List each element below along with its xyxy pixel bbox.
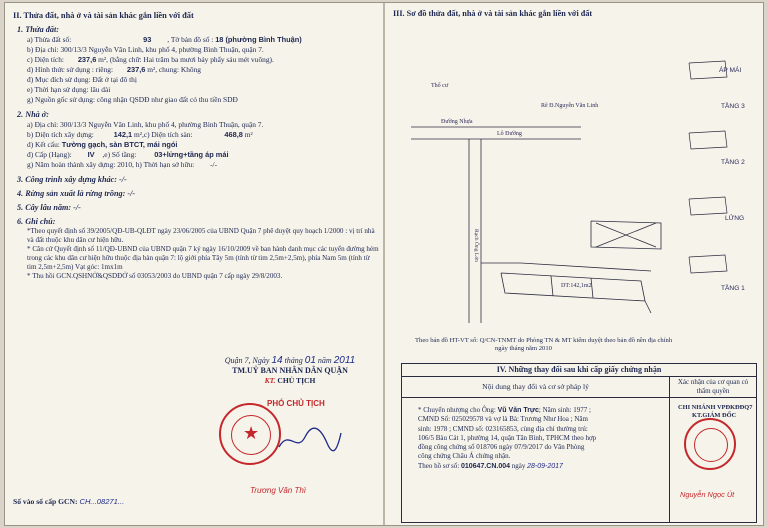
residential-label: Thổ cư (431, 83, 449, 89)
other-construction: 3. Công trình xây dựng khác: -/- (17, 175, 127, 184)
page-fold (383, 3, 385, 525)
note-2: * Căn cứ Quyết định số 11/QĐ-UBND của UBND quận 7 ký ngày 16/10/2009 về ban hành danh mục các tuyến đường hẻm trong các khu dân cư hiện hữu thuộc địa bàn quận 7: lộ giới phía Tây 5m (tính từ tim 2,5m+2,5m), phía Nam 5m (tính từ tim 2,5m+2,5m) Vạt góc: 1mx1m (27, 245, 379, 271)
house-area-line: b) Diện tích xây dựng: 142,1 m²,c) Diện tích sàn: 468,8 m² (27, 130, 253, 139)
official-seal: ★ (219, 403, 281, 465)
forest: 4. Rừng sản xuất là rừng trồng: -/- (17, 189, 136, 198)
land-number: 93 (143, 35, 152, 44)
plan-title: III. Sơ đồ thửa đất, nhà ở và tài sản khác gắn liền với đất (393, 9, 593, 18)
left-panel (13, 9, 379, 281)
plan-note-line-2: ngày tháng năm 2010 (495, 345, 552, 352)
land-purpose: đ) Mục đích sử dụng: Đất ở tại đô thị (27, 75, 137, 84)
land-origin: g) Nguồn gốc sử dụng: công nhận QSDĐ như giao đất có thu tiền SDĐ (27, 95, 238, 104)
road-label-1: Đường Nhựa (441, 119, 473, 125)
completion-line: g) Năm hoàn thành xây dựng: 2010, h) Thời hạn sở hữu: -/- (27, 160, 218, 169)
floors: 03+lửng+tầng áp mái (154, 150, 229, 159)
house-title: 2. Nhà ở: (17, 110, 49, 119)
right-panel (387, 9, 761, 18)
road-label-2: Lô Đường (497, 131, 522, 137)
note-3: * Thu hồi GCN.QSHNỞ&QSDĐỞ số 03053/2003 do UBND quận 7 cấp ngày 29/8/2003. (27, 272, 283, 280)
signature-scribble (275, 425, 345, 455)
map-sheet: 18 (phường Bình Thuận) (215, 35, 302, 44)
road-label-main: Rẽ Đ.Nguyễn Văn Linh (541, 103, 599, 109)
cert-number: CH...08271... (79, 497, 125, 506)
land-usage-line: d) Hình thức sử dụng : riêng: 237,6 m², chung: Không (27, 65, 201, 74)
land-area: 237,6 (77, 55, 97, 64)
perennial-trees: 5. Cây lâu năm: -/- (17, 203, 81, 212)
floor-label-attic: ÁP MÁI (719, 67, 742, 74)
changes-entry: * Chuyển nhượng cho Ông: Vũ Văn Trực; Năm sinh: 1977 ; CMND Số: 025029578 và vợ là Bà: Trương Như Hoa ; Năm sinh: 1978 ; CMND số: 023165853, cùng địa chỉ thường trú: 106/5 Bàu Cát 1, phường 14, quận Tân Bình, TPHCM theo hợp đồng công chứng số 018706 ngày 07/9/2017 do Văn Phòng công chứng Châu Á chứng nhận. Theo hồ sơ số: 010647.CN.004 ngày 28-09-2017 (402, 398, 670, 522)
sign-date: Quận 7, Ngày 14 tháng 01 năm 2011 (224, 355, 356, 366)
vice-chair-stamp: PHÓ CHỦ TỊCH (267, 399, 325, 408)
signature-block (200, 355, 380, 385)
changes-col-content: Nội dung thay đổi và cơ sở pháp lý (402, 376, 670, 398)
completion-year: 2010 (117, 160, 133, 169)
changes-table (401, 363, 757, 523)
structure: Tường gạch, sàn BTCT, mái ngói (61, 140, 178, 149)
house-address-line: a) Địa chỉ: 300/13/3 Nguyễn Văn Linh, khu phố 4, phường Bình Thuận, quận 7. (27, 120, 264, 129)
changes-confirmation (670, 398, 756, 522)
site-plan (401, 23, 689, 333)
notes-title: 6. Ghi chú: (17, 217, 56, 226)
section-title: II. Thửa đất, nhà ở và tài sản khác gắn liền với đất (13, 11, 194, 20)
build-area: 142,1 (113, 130, 133, 139)
land-term: e) Thời hạn sử dụng: lâu dài (27, 85, 111, 94)
floor-label-mezzanine: LỬNG (725, 215, 745, 222)
changes-title: IV. Những thay đổi sau khi cấp giấy chứng nhận (402, 364, 756, 377)
grade: IV (87, 150, 95, 159)
land-address-line: b) Địa chỉ: 300/13/3 Nguyễn Văn Linh, khu phố 4, phường Bình Thuận, quận 7. (27, 45, 264, 54)
branch-seal (684, 418, 736, 470)
confirming-signer: Nguyễn Ngọc Út (680, 490, 735, 499)
plan-note (415, 337, 735, 353)
changes-col-confirm: Xác nhận của cơ quan có thẩm quyền (670, 376, 756, 398)
house-address: 300/13/3 Nguyễn Văn Linh, khu phố 4, phường Bình Thuận, quận 7. (60, 120, 264, 129)
sign-org: TM.UỶ BAN NHÂN DÂN QUẬN (232, 366, 348, 375)
floor-label-3: TẦNG 3 (721, 103, 745, 110)
land-address: 300/13/3 Nguyễn Văn Linh, khu phố 4, phường Bình Thuận, quận 7. (60, 45, 264, 54)
land-area-line: c) Diện tích: 237,6 m², (bằng chữ: Hai trăm ba mươi bảy phẩy sáu mét vuông). (27, 55, 274, 64)
plan-note-line-1: Theo bản đồ HT-VT số: Q/CN-TNMT do Phòng TN & MT kiểm duyệt theo bản đồ nền địa chính (415, 337, 673, 344)
note-1: *Theo quyết định số 39/2005/QĐ-UB-QLĐT ngày 23/06/2005 của UBND Quận 7 phê duyệt quy hoạch 1/2000 : vị trí nhà và đất thuộc khu dân cư hiện hữu. (27, 227, 375, 244)
confirming-org: CHI NHÁNH VPĐKĐĐQ7 KT.GIÁM ĐỐC (678, 404, 753, 419)
land-number-line: a) Thửa đất số: 93 , Tờ bản đồ số : 18 (phường Bình Thuận) (27, 35, 302, 44)
land-title: 1. Thửa đất: (17, 25, 59, 34)
lot-area-label: DT:142,1m2 (561, 283, 592, 289)
structure-line: d) Kết cấu: Tường gạch, sàn BTCT, mái ngói (27, 140, 178, 149)
signer-name: Trương Văn Thì (250, 486, 306, 495)
cert-number-line: Số vào sổ cấp GCN: CH...08271... (13, 497, 125, 506)
certificate-page (4, 2, 764, 526)
floor-label-1: TẦNG 1 (721, 285, 745, 292)
floor-area: 468,8 (224, 130, 243, 139)
sign-role: KT. CHỦ TỊCH (264, 376, 316, 385)
grade-line: đ) Cấp (Hạng): IV ,e) Số tầng: 03+lửng+tầng áp mái (27, 150, 229, 159)
road-label-3: Rạch Ông Lớn (473, 229, 479, 263)
floor-label-2: TẦNG 2 (721, 159, 745, 166)
